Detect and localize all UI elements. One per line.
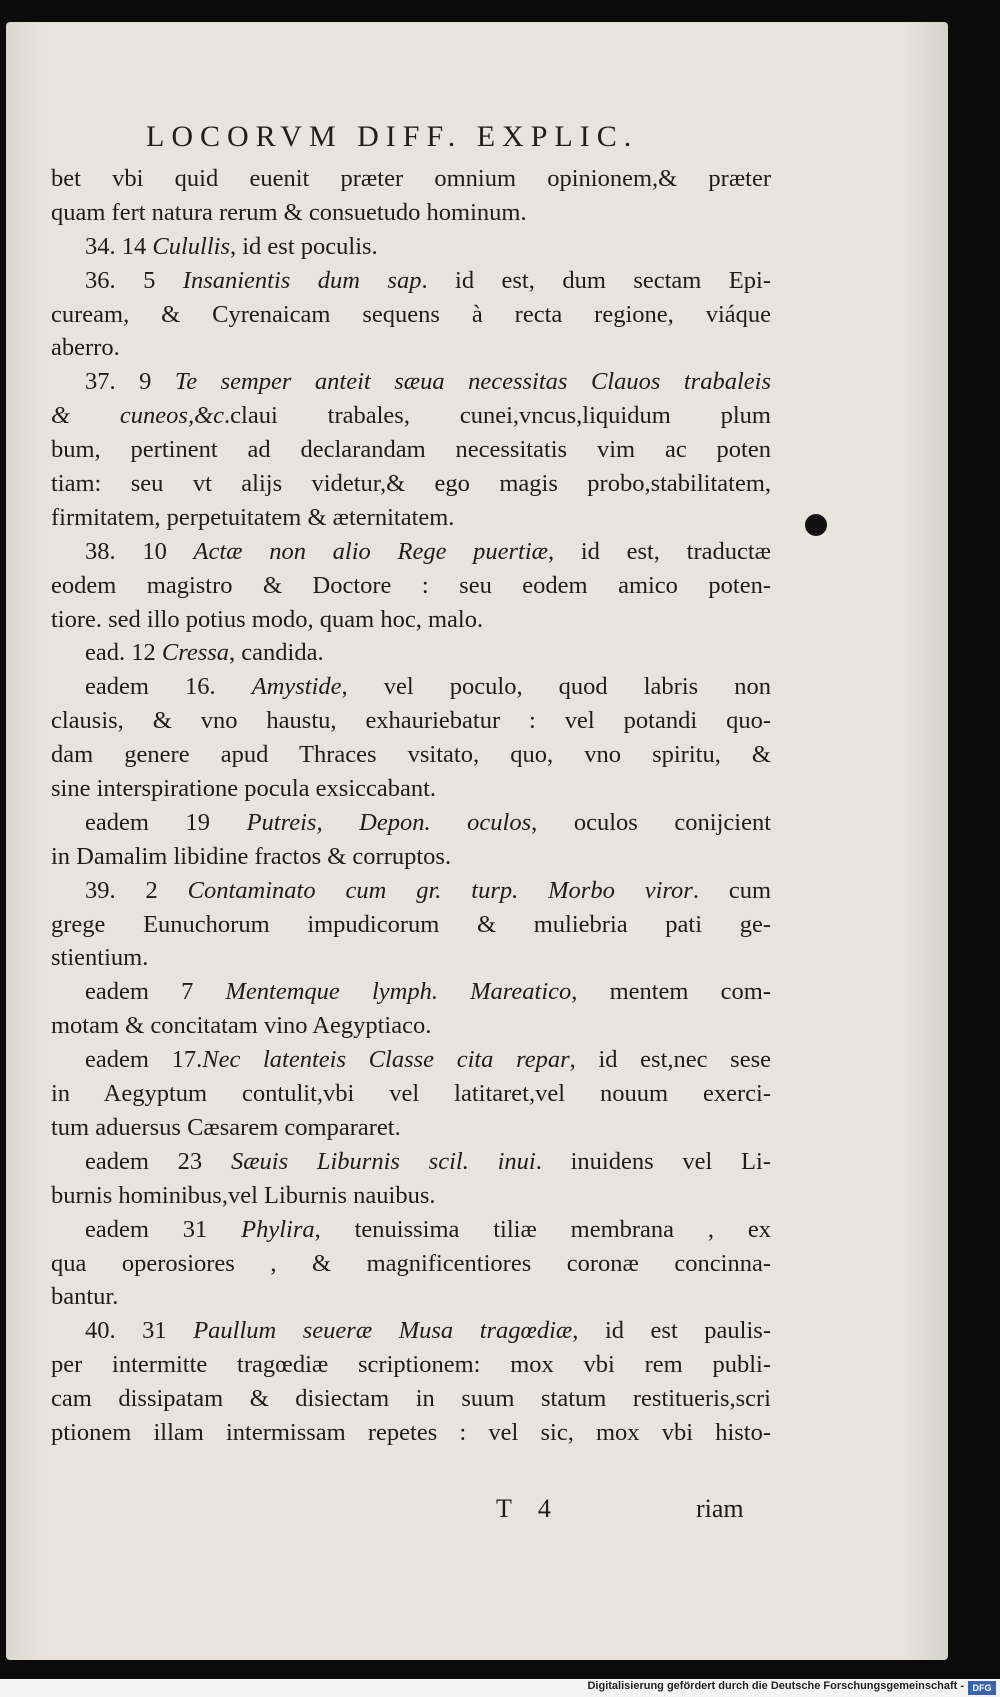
text-line (51, 1043, 771, 1077)
text-line (51, 162, 771, 196)
text-segment: , id est, traductæ (548, 537, 771, 565)
text-line (51, 230, 771, 264)
text-line (51, 1213, 771, 1247)
text-line (51, 331, 771, 365)
text-segment: tiam: seu vt alijs videtur,& ego magis probo,stabilitatem, (51, 470, 771, 498)
text-segment: dam genere apud Thraces vsitato, quo, vno spiritu, & (51, 741, 771, 769)
text-segment: bet vbi quid euenit præter omnium opinionem,& præter (51, 165, 771, 192)
text-line (51, 975, 771, 1009)
italic-lemma: Amystide (251, 673, 342, 701)
text-segment: 37. 9 (85, 368, 175, 396)
catchword: riam (696, 1494, 744, 1523)
text-line (51, 1145, 771, 1179)
signature-mark: T 4 (496, 1494, 561, 1523)
text-segment: qua operosiores , & magnificentiores coronæ concinna- (51, 1249, 771, 1277)
text-segment: eadem 31 (85, 1215, 242, 1243)
text-segment: stientium. (51, 944, 149, 972)
text-line (51, 467, 771, 501)
text-segment: cuream, & Cyrenaicam sequens à recta regione, viáque (51, 300, 771, 328)
footer-credit: Digitalisierung gefördert durch die Deutsche Forschungsgemeinschaft - (587, 1680, 964, 1692)
italic-lemma: Insanientis dum sap (182, 266, 422, 294)
text-line (51, 1348, 771, 1382)
text-line (51, 603, 771, 637)
italic-lemma: Contaminato cum gr. turp. Morbo viror (187, 876, 693, 904)
text-segment: aberro. (51, 334, 120, 362)
footer-bar (0, 1679, 1000, 1697)
text-segment: eadem 7 (85, 978, 226, 1006)
text-line (51, 1009, 771, 1043)
text-segment: 38. 10 (85, 537, 194, 565)
ink-blot (805, 514, 827, 536)
text-line (51, 569, 771, 603)
text-segment: eadem 17. (85, 1046, 203, 1074)
text-line (51, 908, 771, 942)
text-segment: , id est paulis- (572, 1317, 771, 1345)
text-segment: clausis, & vno haustu, exhauriebatur : vel potandi quo- (51, 707, 771, 735)
text-segment: 36. 5 (85, 266, 183, 294)
text-line (51, 264, 771, 298)
text-line (51, 840, 771, 874)
text-line (51, 1280, 771, 1314)
text-segment: , candida. (229, 639, 324, 667)
text-segment: per intermitte tragœdiæ scriptionem: mox vbi rem publi- (51, 1351, 771, 1379)
text-segment: . id est, dum sectam Epi- (421, 266, 771, 294)
text-line (51, 1416, 771, 1450)
text-segment: tum aduersus Cæsarem compararet. (51, 1113, 401, 1141)
text-line (51, 806, 771, 840)
text-segment: tiore. sed illo potius modo, quam hoc, malo. (51, 605, 484, 633)
italic-lemma: & cuneos,&c (51, 402, 225, 430)
text-line (51, 365, 771, 399)
italic-lemma: Phylira (241, 1215, 315, 1243)
text-line (51, 1111, 771, 1145)
text-segment: 39. 2 (85, 876, 188, 904)
text-segment: eadem 23 (85, 1147, 231, 1175)
book-page (6, 22, 948, 1660)
text-line (51, 874, 771, 908)
text-segment: quam fert natura rerum & consuetudo hominum. (51, 198, 527, 226)
text-line (51, 196, 771, 230)
text-segment: in Damalim libidine fractos & corruptos. (51, 842, 452, 870)
text-line (51, 738, 771, 772)
italic-lemma: Cressa (161, 639, 230, 667)
text-line (51, 1179, 771, 1213)
text-segment: bum, pertinent ad declarandam necessitatis vim ac poten (51, 436, 771, 464)
text-line (51, 670, 771, 704)
text-line (51, 636, 771, 670)
text-block (51, 162, 771, 1450)
text-segment: ptionem illam intermissam repetes : vel sic, mox vbi histo- (51, 1418, 771, 1446)
text-line (51, 501, 771, 535)
text-line (51, 772, 771, 806)
text-line (51, 1247, 771, 1281)
text-segment: motam & concitatam vino Aegyptiaco. (51, 1012, 432, 1040)
text-segment: , id est poculis. (229, 232, 378, 260)
italic-lemma: Te semper anteit sæua necessitas Clauos trabaleis (174, 368, 771, 396)
text-line (51, 433, 771, 467)
italic-lemma: Actæ non alio Rege puertiæ (193, 537, 549, 565)
text-segment: eadem 19 (85, 808, 247, 836)
text-line (51, 941, 771, 975)
text-line (51, 704, 771, 738)
text-segment: . cum (692, 876, 772, 904)
text-segment: ead. 12 (85, 639, 162, 667)
italic-lemma: Nec latenteis Classe cita repar (202, 1046, 570, 1074)
text-line (51, 1077, 771, 1111)
text-line (51, 1382, 771, 1416)
text-line (51, 535, 771, 569)
text-segment: burnis hominibus,vel Liburnis nauibus. (51, 1181, 436, 1209)
text-segment: , tenuissima tiliæ membrana , ex (314, 1215, 771, 1243)
text-segment: , mentem com- (571, 978, 771, 1006)
text-segment: in Aegyptum contulit,vbi vel latitaret,vel nouum exerci- (51, 1080, 771, 1108)
italic-lemma: Culullis (152, 232, 230, 260)
text-segment: , oculos conijcient (531, 808, 771, 836)
italic-lemma: Putreis, Depon. oculos (246, 808, 532, 836)
text-line (51, 399, 771, 433)
dfg-logo: DFG (968, 1681, 996, 1695)
text-segment: , vel poculo, quod labris non (341, 673, 772, 701)
text-segment: sine interspiratione pocula exsiccabant. (51, 775, 437, 803)
text-segment: eadem 16. (85, 673, 252, 701)
text-segment: 40. 31 (85, 1317, 194, 1345)
text-segment: .claui trabales, cunei,vncus,liquidum plum (224, 402, 771, 430)
running-head: LOCORVM DIFF. EXPLIC. (146, 120, 639, 153)
text-line (51, 1314, 771, 1348)
italic-lemma: Mentemque lymph. Mareatico (225, 978, 572, 1006)
text-segment: 34. 14 (85, 232, 153, 260)
italic-lemma: Paullum seueræ Musa tragœdiæ (193, 1317, 573, 1345)
text-segment: , id est,nec sese (569, 1046, 771, 1074)
italic-lemma: Sæuis Liburnis scil. inui (230, 1147, 536, 1175)
text-segment: eodem magistro & Doctore : seu eodem amico poten- (51, 571, 771, 599)
text-segment: . inuidens vel Li- (535, 1147, 771, 1175)
text-segment: bantur. (51, 1283, 119, 1311)
text-segment: grege Eunuchorum impudicorum & muliebria pati ge- (51, 910, 771, 938)
text-line (51, 298, 771, 332)
text-segment: cam dissipatam & disiectam in suum statum restitueris,scri (51, 1385, 771, 1413)
text-segment: firmitatem, perpetuitatem & æternitatem. (51, 503, 455, 531)
